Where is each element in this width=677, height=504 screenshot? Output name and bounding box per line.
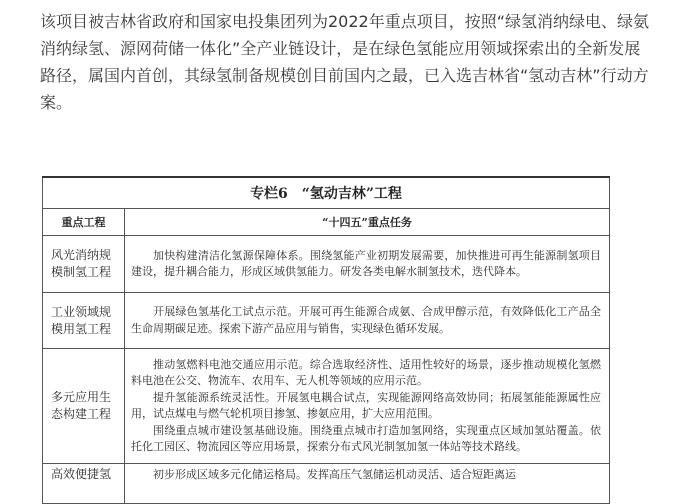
header-tasks: “十四五”重点任务 — [125, 209, 610, 236]
task-paragraph: 初步形成区域多元化储运格局。发挥高压气氢储运机动灵活、适合短距离运 — [153, 468, 516, 481]
task-paragraph: 围绕重点城市建设氢基础设施。围绕重点城市打造加氢网络，实现重点区域加氢站覆盖。依托化工园区、物流园区等应用场景，探索分布式风光制氢加氢一体站等技术路线。 — [131, 423, 601, 453]
task-paragraph: 推动氢燃料电池交通应用示范。综合选取经济性、适用性较好的场景，逐步推动规模化氢燃料电池在公交、物流车、农用车、无人机等领域的应用示范。 — [131, 357, 601, 387]
table-row — [43, 236, 610, 293]
project-tasks — [125, 293, 610, 349]
project-name: 高效便捷氢 — [43, 464, 125, 504]
table-row — [43, 349, 610, 464]
header-project: 重点工程 — [43, 209, 125, 236]
project-tasks — [125, 349, 610, 464]
project-name: 风光消纳规模制氢工程 — [43, 236, 125, 293]
hydrogen-jilin-table — [42, 176, 610, 504]
table-title: 专栏6 “氢动吉林”工程 — [43, 177, 610, 209]
table-row — [43, 293, 610, 349]
task-paragraph: 加快构建清洁化氢源保障体系。围绕氢能产业初期发展需要，加快推进可再生能源制氢项目建设，提升耦合能力，形成区域供氢能力。研发各类电解水制氢技术，迭代降本。 — [131, 248, 601, 278]
project-tasks — [125, 236, 610, 293]
intro-paragraph: 该项目被吉林省政府和国家电投集团列为2022年重点项目，按照“绿氢消纳绿电、绿氨消纳绿氢、源网荷储一体化”全产业链设计，是在绿色氢能应用领域探索出的全新发展路径，属国内首创，其绿氢制备规模创目前国内之最，已入选吉林省“氢动吉林”行动方案。 — [40, 12, 650, 112]
task-paragraph: 提升氢能源系统灵活性。开展氢电耦合试点，实现能源网络高效协同；拓展氢能能源属性应用，试点煤电与燃气轮机项目掺氢、掺氨应用，扩大应用范围。 — [131, 390, 601, 420]
task-paragraph: 开展绿色氢基化工试点示范。开展可再生能源合成氨、合成甲醇示范，有效降低化工产品全生命周期碳足迹。探索下游产品应用与销售，实现绿色循环发展。 — [131, 305, 601, 335]
project-name: 工业领域规模用氢工程 — [43, 293, 125, 349]
project-name: 多元应用生态构建工程 — [43, 349, 125, 464]
